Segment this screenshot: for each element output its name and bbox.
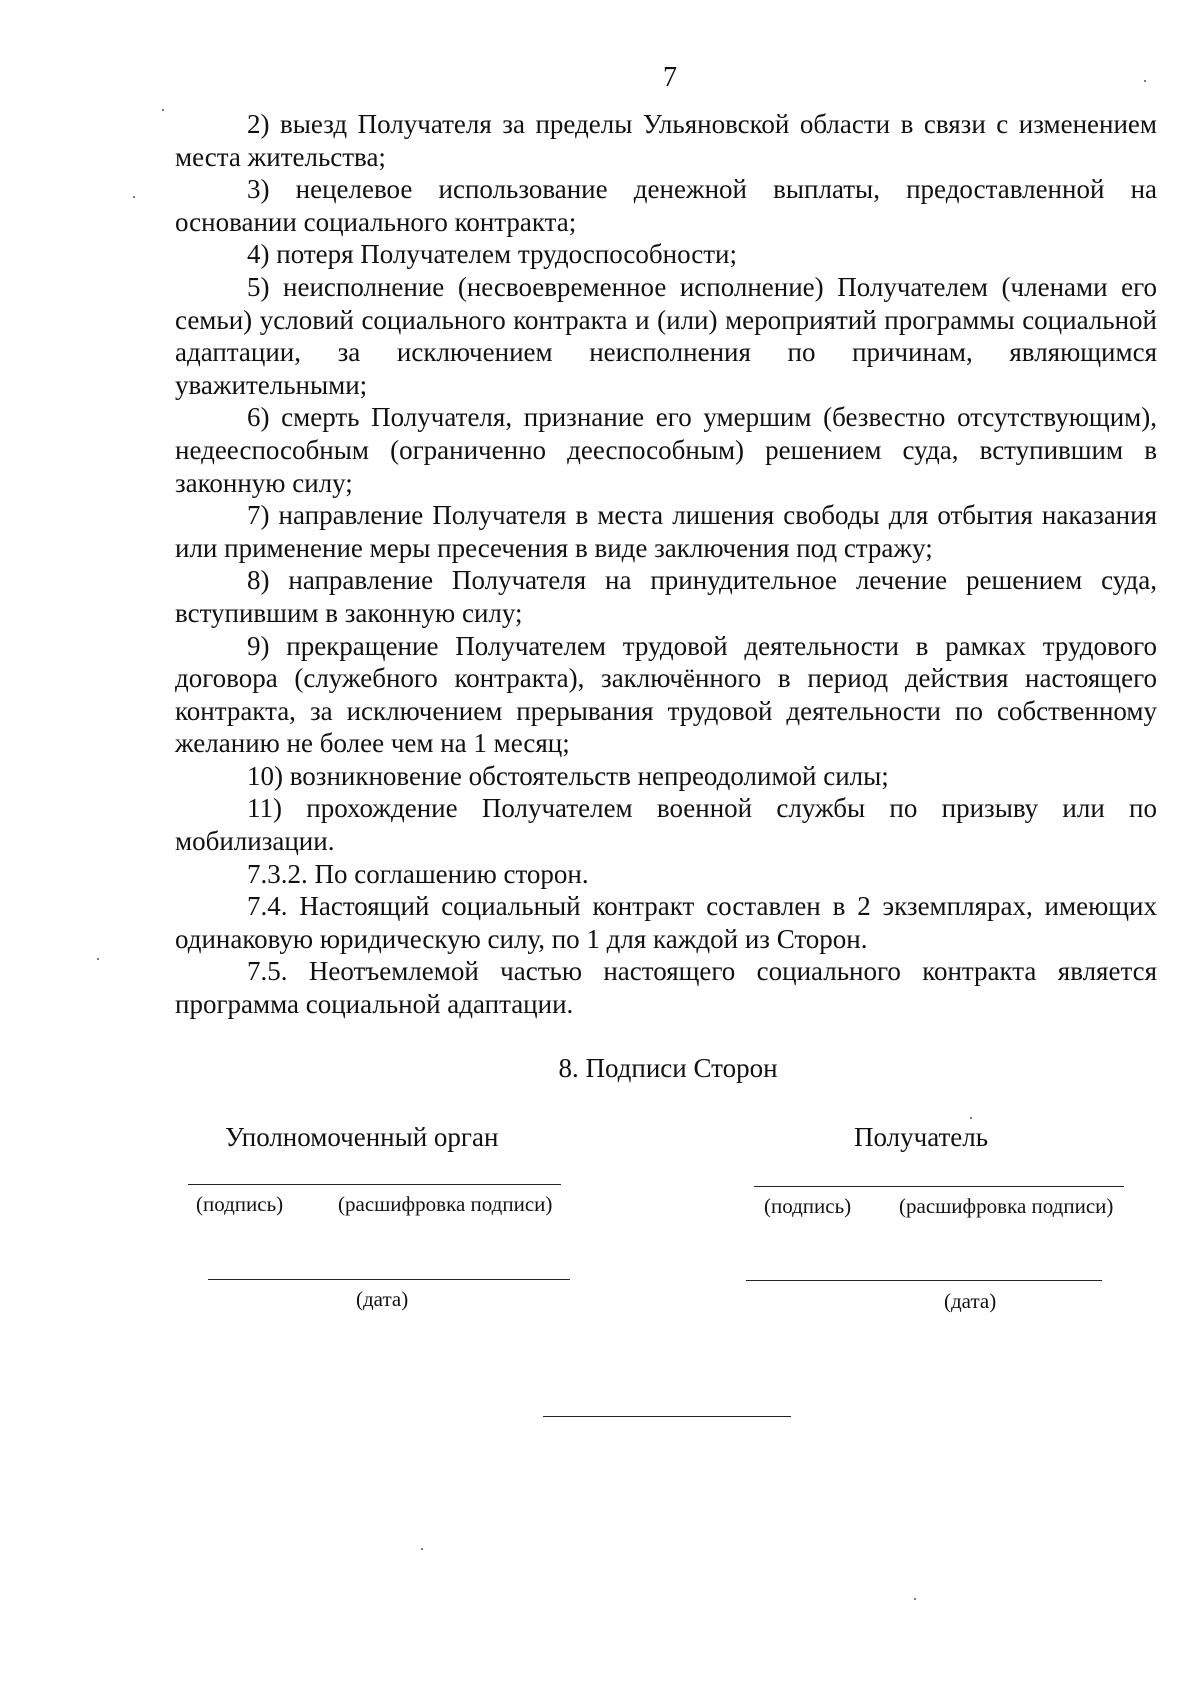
termination-item-6: 6) смерть Получателя, признание его умершим (безвестно отсутствующим), недееспособным (ограниченно дееспособным) решением суда, вступившим в законную силу;	[175, 402, 1157, 498]
contract-body	[175, 108, 1157, 1021]
scan-speck	[421, 1548, 423, 1550]
scan-speck	[970, 1117, 972, 1119]
termination-item-3: 3) нецелевое использование денежной выплаты, предоставленной на основании социального контракта;	[175, 174, 1157, 237]
clause-7-4: 7.4. Настоящий социальный контракт составлен в 2 экземплярах, имеющих одинаковую юридическую силу, по 1 для каждой из Сторон.	[175, 891, 1157, 954]
end-separator-line	[543, 1416, 791, 1417]
termination-item-2: 2) выезд Получателя за пределы Ульяновской области в связи с изменением места жительства;	[175, 109, 1157, 172]
recipient-decryption-label: (расшифровка подписи)	[899, 1194, 1114, 1218]
termination-item-7: 7) направление Получателя в места лишения свободы для отбытия наказания или применение меры пресечения в виде заключения под стражу;	[175, 500, 1157, 563]
clause-7-5: 7.5. Неотъемлемой частью настоящего социального контракта является программа социальной адаптации.	[175, 956, 1157, 1020]
scan-speck	[162, 109, 164, 111]
recipient-signature-line	[754, 1186, 1124, 1187]
scan-speck	[133, 196, 135, 198]
authorized-body-date-label: (дата)	[356, 1287, 409, 1311]
recipient-date-label: (дата)	[944, 1289, 997, 1313]
clause-7-3-2: 7.3.2. По соглашению сторон.	[247, 858, 589, 889]
scan-speck	[1144, 80, 1146, 82]
authorized-body-decryption-label: (расшифровка подписи)	[338, 1192, 553, 1216]
section-title-signatures: 8. Подписи Сторон	[558, 1053, 778, 1083]
termination-item-9: 9) прекращение Получателем трудовой деятельности в рамках трудового договора (служебного контракта), заключённого в период действия настоящего контракта, за исключением прерывания трудовой деятельности по собственному желанию не более чем на 1 месяц;	[175, 630, 1157, 759]
recipient-signature-label: (подпись)	[764, 1194, 852, 1218]
authorized-body-signature-line	[188, 1184, 561, 1185]
termination-item-5: 5) неисполнение (несвоевременное исполнение) Получателем (членами его семьи) условий социального контракта и (или) мероприятий программы социальной адаптации, за исключением неисполнения по причинам, являющимся уважительными;	[175, 271, 1157, 400]
recipient-title: Получатель	[854, 1122, 989, 1152]
scan-speck	[914, 1598, 916, 1600]
termination-item-11: 11) прохождение Получателем военной службы по призыву или по мобилизации.	[175, 793, 1157, 857]
termination-item-10: 10) возникновение обстоятельств непреодолимой силы;	[247, 760, 889, 791]
authorized-body-signature-label: (подпись)	[196, 1192, 284, 1216]
scan-speck	[97, 958, 99, 960]
termination-item-4: 4) потеря Получателем трудоспособности;	[247, 239, 738, 270]
authorized-body-date-line	[208, 1279, 570, 1280]
authorized-body-title: Уполномоченный орган	[225, 1122, 499, 1152]
page-number: 7	[663, 62, 677, 93]
termination-item-8: 8) направление Получателя на принудительное лечение решением суда, вступившим в законную силу;	[175, 565, 1157, 628]
recipient-date-line	[746, 1280, 1102, 1281]
